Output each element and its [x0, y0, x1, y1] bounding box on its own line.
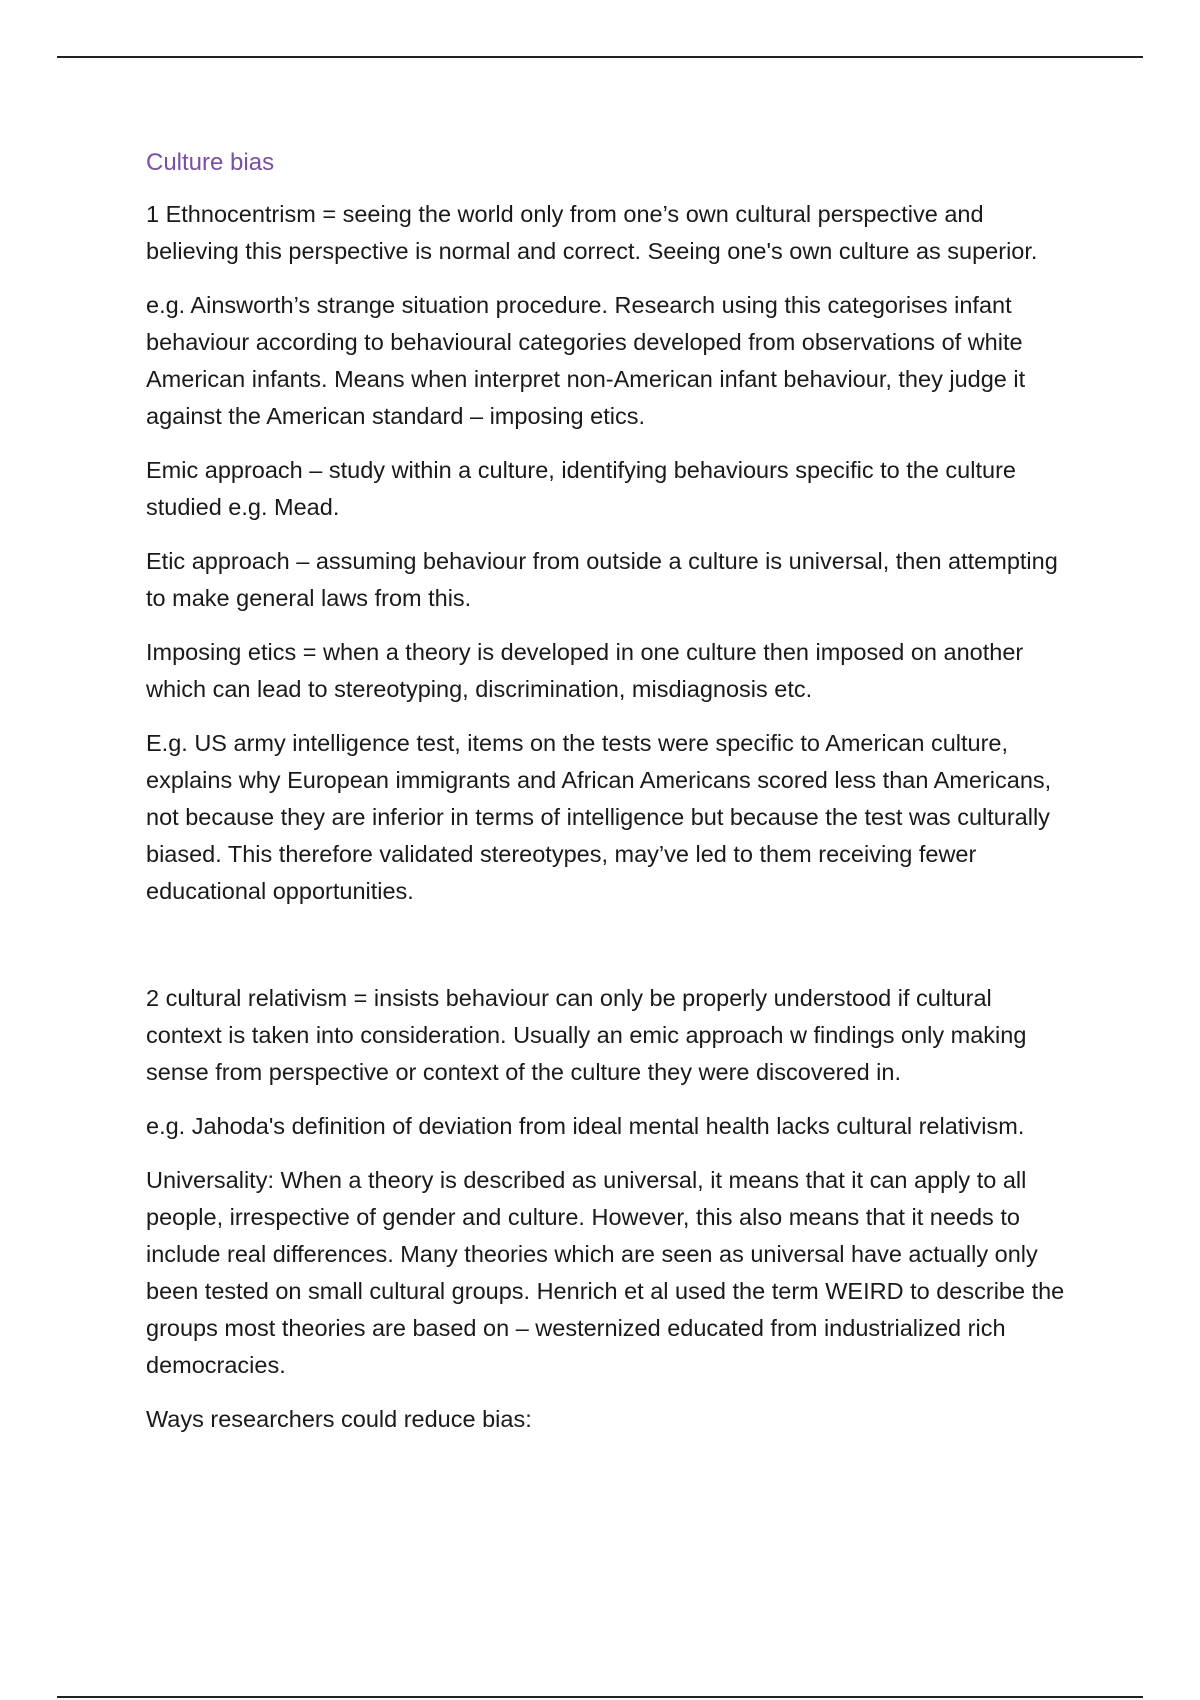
page-top-rule — [57, 56, 1143, 58]
paragraph-jahoda-example: e.g. Jahoda's definition of deviation from ideal mental health lacks cultural relativism. — [146, 1113, 1025, 1139]
paragraph-reduce-bias: Ways researchers could reduce bias: — [146, 1406, 532, 1432]
paragraph-ethnocentrism: 1 Ethnocentrism = seeing the world only from one’s own cultural perspective and believing this perspective is normal and correct. Seeing one's own culture as superior. — [146, 201, 1038, 264]
document-heading: Culture bias — [146, 149, 275, 176]
page-bottom-rule — [57, 1696, 1143, 1698]
paragraph-emic-approach: Emic approach – study within a culture, identifying behaviours specific to the culture studied e.g. Mead. — [146, 457, 1016, 520]
section-spacer — [146, 927, 1066, 980]
paragraph-imposing-etics: Imposing etics = when a theory is developed in one culture then imposed on another which can lead to stereotyping, discrimination, misdiagnosis etc. — [146, 639, 1024, 702]
paragraph-us-army-example: E.g. US army intelligence test, items on the tests were specific to American culture, explains why European immigrants and African Americans scored less than Americans, not because they are inferior in terms of intelligence but because the test was culturally biased. This therefore validated stereotypes, may’ve led to them receiving fewer educational opportunities. — [146, 730, 1052, 904]
paragraph-universality: Universality: When a theory is described as universal, it means that it can apply to all people, irrespective of gender and culture. However, this also means that it needs to include real differences. Many theories which are seen as universal have actually only been tested on small cultural groups. Henrich et al used the term WEIRD to describe the groups most theories are based on – westernized educated from industrialized rich democracies. — [146, 1167, 1065, 1378]
paragraph-ainsworth-example: e.g. Ainsworth’s strange situation procedure. Research using this categorises infant behaviour according to behavioural categories developed from observations of white American infants. Means when interpret non-American infant behaviour, they judge it against the American standard – imposing etics. — [146, 292, 1026, 429]
paragraph-etic-approach: Etic approach – assuming behaviour from outside a culture is universal, then attempting to make general laws from this. — [146, 548, 1058, 611]
document-body — [146, 146, 1066, 1455]
paragraph-cultural-relativism: 2 cultural relativism = insists behaviour can only be properly understood if cultural context is taken into consideration. Usually an emic approach w findings only making sense from perspective or context of the culture they were discovered in. — [146, 985, 1027, 1085]
